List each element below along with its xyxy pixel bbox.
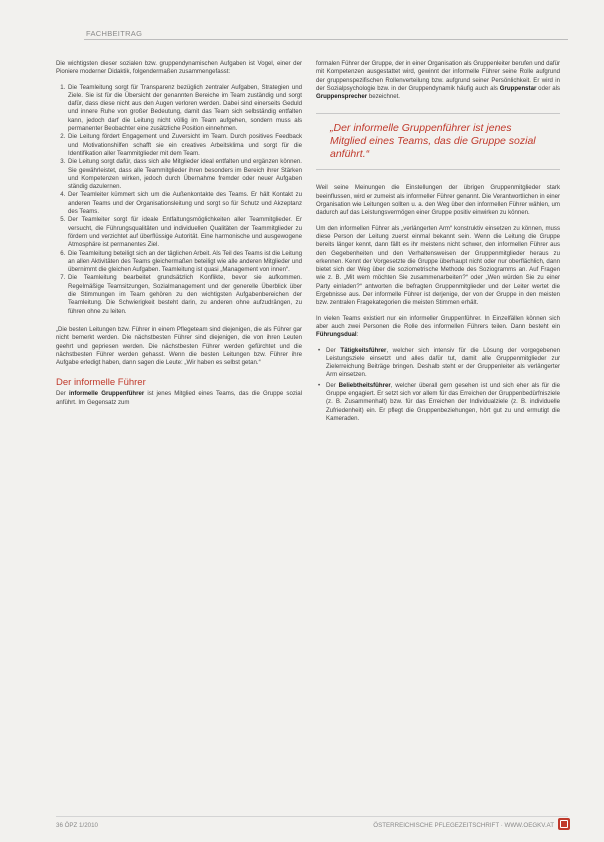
bold-term: Gruppenstar	[499, 84, 537, 92]
footer-rule	[56, 816, 568, 817]
subheading-informal-leader: Der informelle Führer	[56, 377, 146, 389]
section-label: FACHBEITRAG	[86, 29, 143, 38]
list-item: 5. Der Teamleiter sorgt für ideale Entfaltungsmöglichkeiten aller Teammitglieder. Er versucht, die Führungsqualitäten und individuellen Qualitäten der Teammitglieder zu fördern und verzichtet auf überflüssige Autorität. Eine harmonische und ausgewogene Atmosphäre ist permanentes Ziel.	[67, 216, 302, 249]
bold-term: informelle Gruppenführer	[68, 390, 145, 398]
text-span: :	[356, 331, 359, 339]
list-item	[326, 347, 560, 380]
informal-leader-paragraph	[56, 390, 302, 407]
list-item: 4. Der Teamleiter kümmert sich um die Außenkontakte des Teams. Er hält Kontakt zu anderen Teams und der Organisationsleitung und sorgt so für Schutz und Akzeptanz des Teams.	[67, 191, 302, 216]
text-span: ist jenes Mitglied eines Teams, das die Gruppe sozial anführt. Im Gegensatz zum	[56, 390, 302, 406]
list-item: 3. Die Leitung sorgt dafür, dass sich alle Mitglieder ideal entfalten und ergänzen können. Sie gewährleistet, dass alle Teammitglieder ihren besonders im Bereich ihrer Stärken und Kompetenzen wirken, jedoch durch Übernahme fremder oder neuer Aufgaben ständig dazulernen.	[67, 158, 302, 191]
pull-quote: „Der informelle Gruppenführer ist jenes Mitglied eines Teams, das die Gruppe sozial anführt.“	[316, 113, 560, 170]
task-list	[56, 84, 302, 316]
text-span: , welcher überall gern gesehen ist und sich eher als für die Gruppe engagiert. Er setzt sich vor allem für das Erreichen der Gruppenbedürfnisziele (z. B. Zusammenhalt) bzw. für das Erreichen der Individualziele (z. B. individuelle Zufriedenheit) ein. Er pflegt die Gruppenbeziehungen, hört gut zu und ermutigt die Kameraden.	[326, 381, 561, 422]
header-rule	[84, 39, 568, 40]
influence-paragraph: Weil seine Meinungen die Einstellungen der übrigen Gruppenmitglieder stark beeinflussen, wird er zumeist als informeller Führer genannt. Die Verantwortlichen in einer Organisation wie Leitungen sollten u. a. den Weg über den informellen Führer wählen, um dadurch auf das Leistungsvermögen einer Gruppe positiv einwirken zu können.	[316, 184, 560, 217]
list-item: 1. Die Teamleitung sorgt für Transparenz bezüglich zentraler Aufgaben, Strategien und Ziele. Sie ist für die Übersicht der genannten Bereiche im Team zuständig und sorgt dafür, dass diese nicht aus den Augen verloren werden. Dabei sind einerseits Geduld und innere Ruhe von großer Bedeutung, damit das Team sich selbständig entfalten kann, jedoch darf die Leitung nicht völlig im Team aufgehen, sondern muss als permanenter Beobachter eine zusätzliche Position einnehmen.	[67, 84, 302, 134]
publication-footer: ÖSTERREICHISCHE PFLEGEZEITSCHRIFT · WWW.OEGKV.AT	[373, 822, 554, 829]
dual-leadership-paragraph	[316, 315, 560, 340]
intro-paragraph: Die wichtigsten dieser sozialen bzw. gruppendynamischen Aufgaben ist Vogel, einer der Pioniere moderner Didaktik, folgendermaßen zusammengefasst:	[56, 60, 302, 76]
publisher-logo-icon	[558, 818, 570, 830]
page-header	[0, 0, 604, 36]
bold-term: Führungsdual	[316, 331, 357, 339]
leader-type-list	[316, 347, 560, 424]
right-column	[316, 60, 560, 431]
identification-paragraph: Um den informellen Führer als „verlängerten Arm“ konstruktiv einsetzen zu können, muss diese Person der Leitung zuerst einmal bekannt sein. Wenn die Leitung die Gruppe bereits länger kennt, dann fällt es ihr meistens nicht schwer, den informellen Führer aus den Gegebenheiten und den Verhaltensweisen der Gruppenmitglieder heraus zu erkennen. Kennt der Vorgesetzte die Gruppe überhaupt nicht oder nur oberflächlich, dann bietet sich der Weg über die soziometrische Methode des Soziogramms an. Auf Fragen wie z. B. „Mit wem möchten Sie zusammenarbeiten?“ oder „Wen würden Sie zu einer Party einladen?“ antworten die befragten Gruppenmitglieder und der Leiter wertet die Ergebnisse aus. Der informelle Führer ist derjenige, der von der Gruppe in den meisten bzw. zentralen Fragekategorien die meisten Stimmen erhält.	[316, 224, 560, 307]
text-span: Der	[326, 346, 341, 354]
text-span: Der	[326, 381, 339, 389]
list-item: 7. Die Teamleitung bearbeitet grundsätzlich Konflikte, bevor sie aufkommen. Regelmäßige Teamsitzungen, Sozialmanagement und der generelle Überblick über die Stimmungen im Team gehören zu den wichtigsten Aufgabenbereichen der Teamleitung. Die Schwierigkeit besteht darin, zu anderen ohne aufzudrängen, zu führen ohne zu leiten.	[67, 274, 302, 315]
text-span: formalen Führer der Gruppe, der in einer Organisation als Gruppenleiter berufen und dafür mit Kompetenzen ausgestattet wird, gewinnt der informelle Führer seine Rolle aufgrund der gruppenspezifischen Rollenverteilung bzw. aufgrund seiner Persönlichkeit. Er wird in der Sozialpsychologie bzw. in der Gruppendynamik häufig auch als	[316, 60, 560, 92]
text-span: oder als	[536, 84, 560, 92]
bold-term: Tätigkeitsführer	[340, 346, 387, 354]
text-span: , welcher sich intensiv für die Lösung der vorgegebenen Leistungsziele einsetzt und alles dafür tut, damit alle Gruppenmitglieder zur Zielerreichung Beiträge bringen. Deshalb steht er der Gruppenleiter als verlängerter Arm einsetzen.	[326, 346, 560, 379]
list-item: 2. Die Leitung fördert Engagement und Zuversicht im Team. Durch positives Feedback und Motivationshilfen schafft sie ein creatives Arbeitsklima und sorgt für die Identifikation aller Teammitglieder mit dem Team.	[67, 133, 302, 158]
bold-term: Gruppensprecher	[316, 93, 368, 101]
bold-term: Beliebtheitsführer	[338, 381, 391, 389]
list-item: 6. Die Teamleitung beteiligt sich an der täglichen Arbeit. Als Teil des Teams ist die Leitung an allen Aktivitäten des Teams gleichermaßen beteiligt wie alle anderen Mitglieder und übernimmt die gleichen Aufgaben. Teamleitung ist quasi „Management von innen“.	[67, 250, 302, 275]
page-number-issue: 36 ÖPZ 1/2010	[56, 822, 98, 829]
text-span: In vielen Teams existiert nur ein informeller Gruppenführer. In Einzelfällen können sich aber auch zwei Personen die Rolle des informellen Führers teilen. Dann besteht ein	[316, 314, 560, 330]
logo-inner-square	[560, 820, 568, 828]
text-span: Der	[56, 390, 69, 398]
left-column	[56, 60, 302, 414]
quote-paragraph: „Die besten Leitungen bzw. Führer in einem Pflegeteam sind diejenigen, die als Führer gar nicht bemerkt werden. Die nächstbesten Führer sind diejenigen, die von ihren Leuten geehrt und gepriesen werden. Die nächstbesten Führer werden gefürchtet und die nächstbesten Führer werden gehasst. Wenn die besten Leitungen bzw. Führer ihre Aufgabe erledigt haben, dann sagen die Leute: „Wir haben es selbst getan.“	[56, 325, 302, 367]
continuation-paragraph	[316, 60, 560, 101]
text-span: bezeichnet.	[367, 93, 401, 101]
list-item	[326, 382, 560, 423]
